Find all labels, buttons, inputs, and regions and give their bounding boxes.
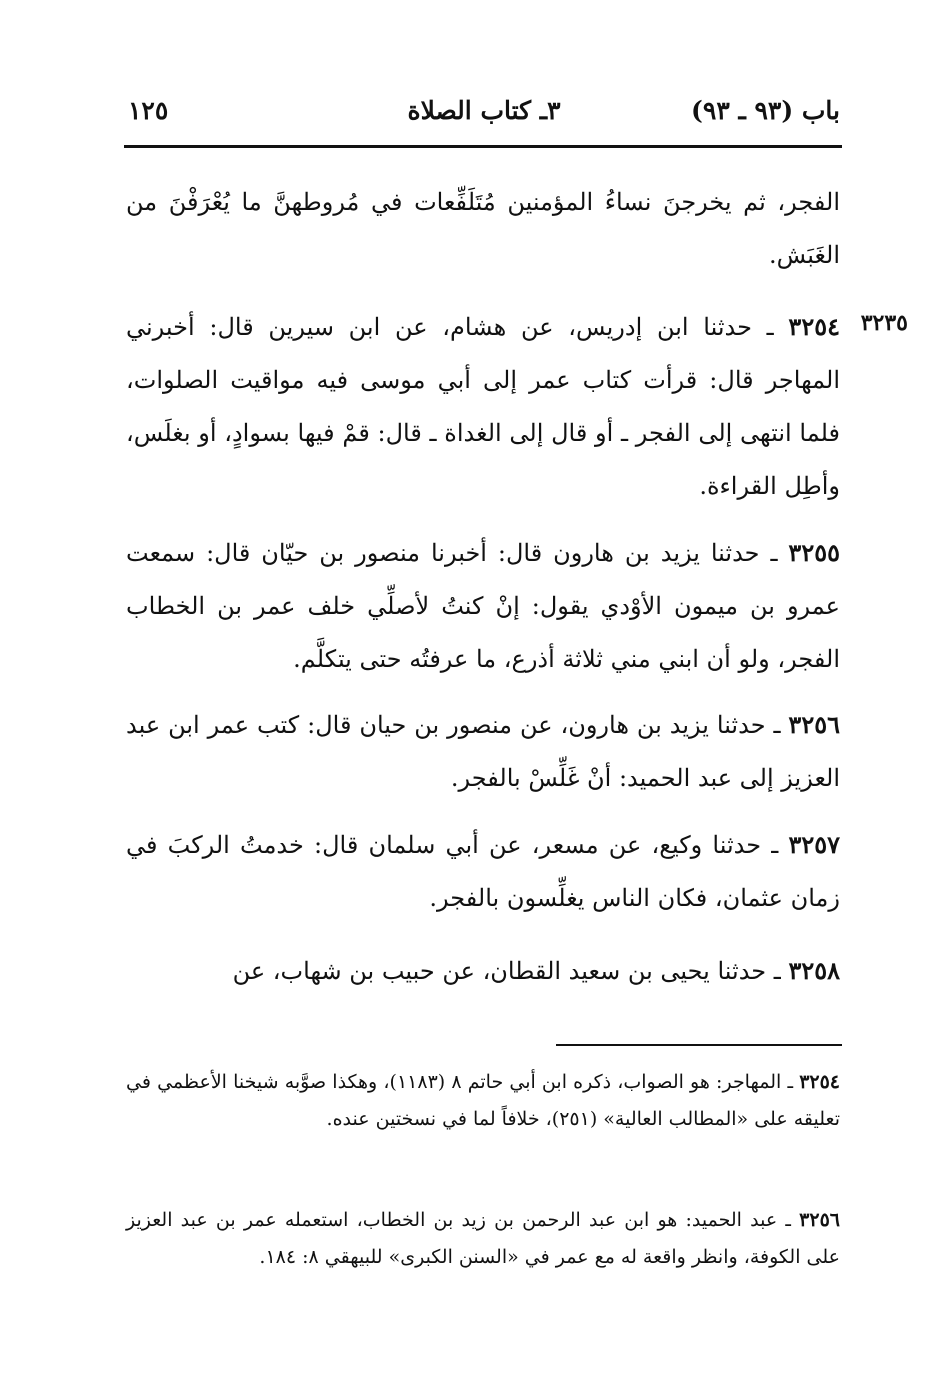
hadith-number: ٣٢٥٨ <box>788 956 840 985</box>
paragraph-text: ـ حدثنا وكيع، عن مسعر، عن أبي سلمان قال: خدمتُ الركبَ في زمان عثمان، فكان الناس يغلِّسون بالفجر. <box>126 831 840 912</box>
paragraph-text: ـ حدثنا يزيد بن هارون قال: أخبرنا منصور بن حيّان قال: سمعت عمرو بن ميمون الأوْدي يقول: إنْ كنتُ لأصلِّي خلف عمر بن الخطاب الفجر، ولو أن ابني مني ثلاثة أذرع، ما عرفتُه حتى يتكلَّم. <box>126 539 840 673</box>
footnote <box>126 1064 840 1138</box>
paragraph-text: ـ حدثنا ابن إدريس، عن هشام، عن ابن سيرين قال: أخبرني المهاجر قال: قرأت كتاب عمر إلى أبي موسى فيه مواقيت الصلوات، فلما انتهى إلى الفجر ـ أو قال إلى الغداة ـ قال: قمْ فيها بسوادٍ، أو بغلَس، وأطِل القراءة. <box>126 313 840 500</box>
hadith-number: ٣٢٥٦ <box>788 710 840 739</box>
header-rule <box>124 145 842 148</box>
hadith-paragraph <box>126 944 840 998</box>
footnote-number: ٣٢٥٤ <box>799 1071 841 1093</box>
footnote-rule <box>556 1044 842 1046</box>
hadith-paragraph <box>126 526 840 686</box>
hadith-number: ٣٢٥٤ <box>788 312 840 341</box>
paragraph-text: ـ حدثنا يزيد بن هارون، عن منصور بن حيان قال: كتب عمر ابن عبد العزيز إلى عبد الحميد: أنْ غَلِّسْ بالفجر. <box>126 711 840 792</box>
side-reference-number: ٣٢٣٥ <box>860 310 908 336</box>
hadith-paragraph <box>126 818 840 925</box>
hadith-paragraph <box>126 698 840 805</box>
footnote <box>126 1202 840 1276</box>
hadith-number: ٣٢٥٥ <box>788 538 840 567</box>
running-header <box>128 96 840 140</box>
page-number: ١٢٥ <box>128 96 169 125</box>
paragraph-text: الفجر، ثم يخرجنَ نساءُ المؤمنين مُتَلَفِّعات في مُروطهنَّ ما يُعْرَفْنَ من الغَبَش. <box>126 188 840 269</box>
book-title: ٣ـ كتاب الصلاة <box>407 96 561 125</box>
footnote-text: ـ عبد الحميد: هو ابن عبد الرحمن بن زيد بن الخطاب، استعمله عمر بن عبد العزيز على الكوفة، وانظر واقعة له مع عمر في «السنن الكبرى» للبيهقي ٨: ١٨٤. <box>126 1209 840 1268</box>
footnote-text: ـ المهاجر: هو الصواب، ذكره ابن أبي حاتم ٨ (١١٨٣)، وهكذا صوَّبه شيخنا الأعظمي في تعليقه على «المطالب العالية» (٢٥١)، خلافاً لما في نسختين عنده. <box>126 1071 840 1130</box>
footnote-number: ٣٢٥٦ <box>799 1209 840 1231</box>
paragraph-text: ـ حدثنا يحيى بن سعيد القطان، عن حبيب بن شهاب، عن <box>232 957 781 985</box>
hadith-paragraph <box>126 300 840 513</box>
paragraph-continuation <box>126 176 840 282</box>
chapter-title: باب (٩٣ ـ ٩٣) <box>691 96 840 125</box>
hadith-number: ٣٢٥٧ <box>788 830 840 859</box>
